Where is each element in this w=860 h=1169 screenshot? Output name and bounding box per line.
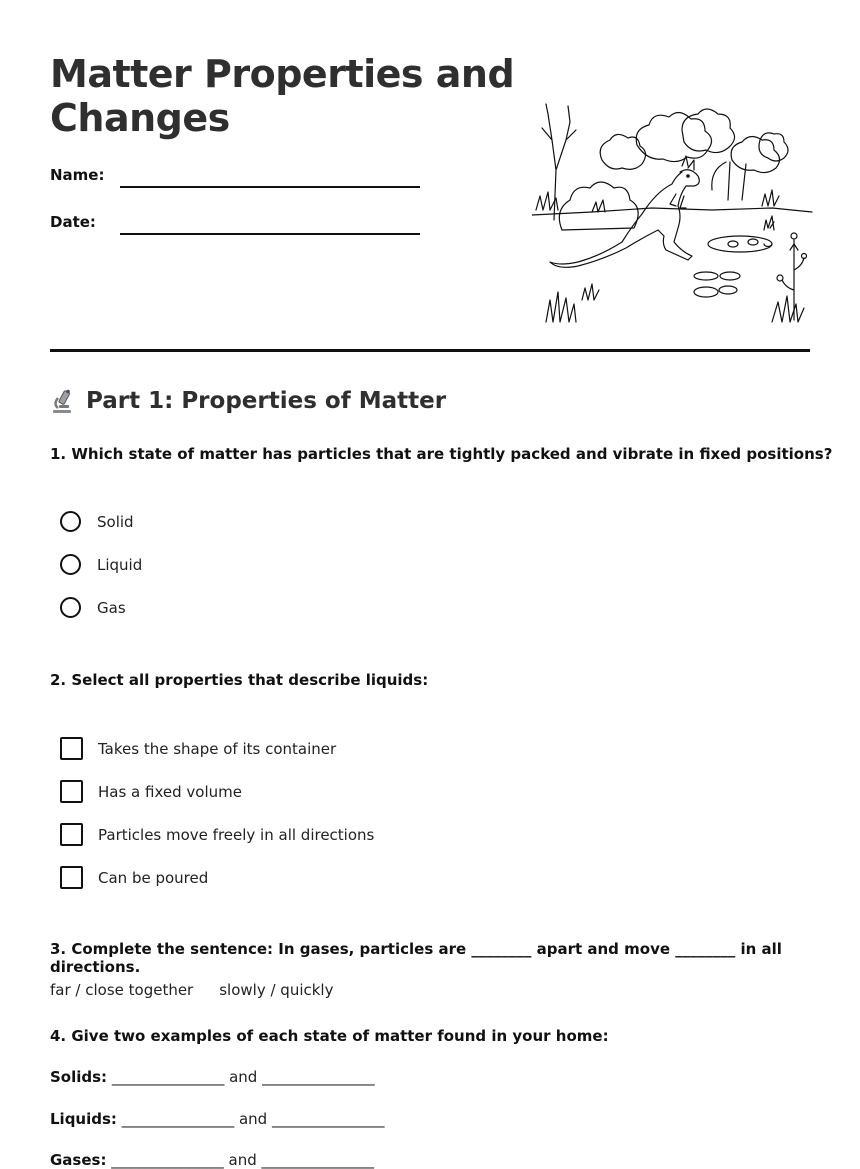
liquids-blanks[interactable]: _______________ and _______________ [116,1110,385,1128]
question-4: 4. Give two examples of each state of matter found in your home: [50,1027,609,1045]
q1-option-gas[interactable] [60,597,126,618]
question-2: 2. Select all properties that describe liquids: [50,671,429,689]
solids-label: Solids: [50,1068,108,1086]
option-label: Particles move freely in all directions [98,825,375,844]
solids-blanks[interactable]: _______________ and _______________ [107,1068,375,1086]
checkbox[interactable] [60,866,83,889]
kangaroo-illustration [532,100,814,330]
gases-blanks[interactable]: _______________ and _______________ [106,1151,374,1169]
question-3: 3. Complete the sentence: In gases, particles are ________ apart and move ________ in all directions. [50,940,782,976]
option-label: Has a fixed volume [98,782,242,801]
radio-button[interactable] [60,511,81,532]
date-field[interactable] [50,213,96,231]
question-1: 1. Which state of matter has particles that are tightly packed and vibrate in fixed positions? [50,445,833,463]
option-label: Takes the shape of its container [98,739,337,758]
q2-option-can-be-poured[interactable] [60,866,208,889]
q2-option-fixed-volume[interactable] [60,780,242,803]
gases-answer-row[interactable] [50,1151,374,1169]
liquids-label: Liquids: [50,1110,117,1128]
q1-option-liquid[interactable] [60,554,142,575]
radio-button[interactable] [60,554,81,575]
name-line[interactable] [120,186,420,188]
option-label: Can be poured [98,868,209,887]
liquids-answer-row[interactable] [50,1110,384,1128]
name-field[interactable] [50,166,104,184]
solids-answer-row[interactable] [50,1068,375,1086]
date-line[interactable] [120,233,420,235]
radio-button[interactable] [60,597,81,618]
microscope-icon [50,388,76,414]
q2-option-container-shape[interactable] [60,737,336,760]
part1-heading [50,388,446,414]
checkbox[interactable] [60,780,83,803]
q1-option-solid[interactable] [60,511,134,532]
q2-option-move-freely[interactable] [60,823,374,846]
question-3-word-bank [50,981,333,999]
option-label: Solid [97,512,134,531]
option-label: Liquid [97,555,143,574]
date-label: Date: [50,213,96,231]
header-divider [50,349,810,352]
word-bank-option: far / close together [50,981,194,999]
gases-label: Gases: [50,1151,107,1169]
name-label: Name: [50,166,105,184]
word-bank-option: slowly / quickly [219,981,334,999]
checkbox[interactable] [60,737,83,760]
worksheet-title: Matter Properties and Changes [50,52,515,140]
checkbox[interactable] [60,823,83,846]
part1-title: Part 1: Properties of Matter [86,388,447,414]
option-label: Gas [97,598,126,617]
